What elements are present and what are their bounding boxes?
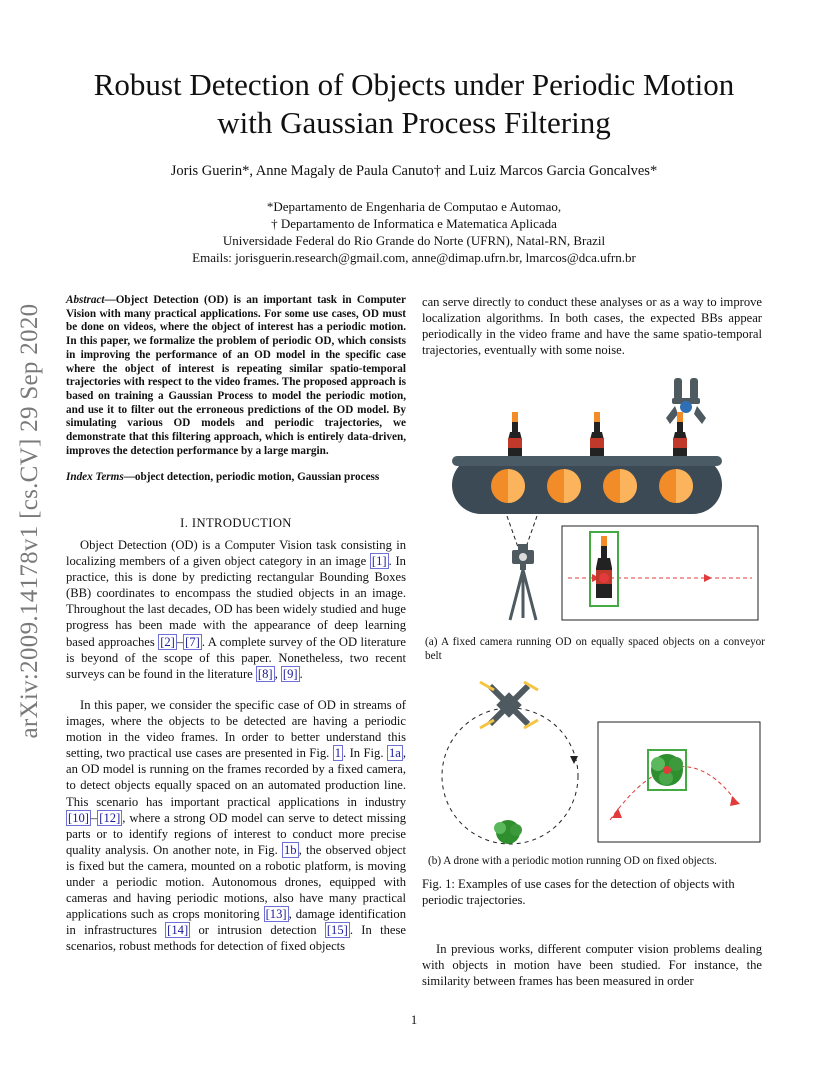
citation-link[interactable]: [14]: [167, 923, 189, 938]
paper-title: [60, 66, 768, 142]
citation-link[interactable]: [8]: [257, 666, 273, 681]
page-number: 1: [410, 1013, 418, 1027]
citation-link[interactable]: [12]: [99, 810, 121, 825]
citation-link[interactable]: [1]: [371, 554, 387, 569]
conveyor-belt-icon: [452, 456, 722, 514]
robot-gripper-icon: [666, 378, 706, 424]
drone-figure: [422, 672, 762, 848]
abstract: [66, 294, 406, 458]
title-line-2: with Gaussian Process Filtering: [217, 105, 611, 140]
email-line: Emails: jorisguerin.research@gmail.com, anne@dimap.ufrn.br, lmarcos@dca.ufrn.br: [192, 250, 636, 265]
index-terms: [66, 471, 406, 485]
affiliation-line: *Departamento de Engenharia de Computao e Automao,: [266, 199, 562, 214]
bottle-icon: [508, 412, 522, 456]
subfigure-caption-b: (b) A drone with a periodic motion running OD on fixed objects.: [428, 855, 717, 867]
citation-link[interactable]: [10]: [68, 810, 89, 825]
bottle-icon: [673, 412, 687, 456]
arxiv-side-stamp: arXiv:2009.14178v1 [cs.CV] 29 Sep 2020: [16, 303, 43, 739]
video-frame: [598, 722, 760, 842]
affiliation-line: † Departamento de Informatica e Matematica Aplicada: [271, 216, 557, 231]
index-terms-label: Index Terms: [66, 471, 124, 483]
affiliation-line: Universidade Federal do Rio Grande do Norte (UFRN), Natal-RN, Brazil: [222, 233, 606, 248]
figure-link[interactable]: 1b: [283, 842, 297, 857]
figure-link[interactable]: 1a: [388, 746, 401, 761]
index-terms-text: —object detection, periodic motion, Gaussian process: [123, 471, 380, 483]
figure-link[interactable]: 1: [334, 746, 342, 761]
author-list: Joris Guerin*, Anne Magaly de Paula Canuto† and Luiz Marcos Garcia Goncalves*: [170, 163, 658, 179]
abstract-text: —Object Detection (OD) is an important task in Computer Vision with many practical applications. For some use cases, OD must be done on videos, where the object of interest has a periodic motion. In this paper, we formalize the problem of periodic OD, which consists in improving the performance of an OD model in the specific case where the object of interest is repeating similar spatio-temporal trajectories with respect to the video frames. The proposed approach is based on training a Gaussian Process to model the periodic motion, and use it to filter out the erroneous predictions of the OD model. By simulating various OD models and periodic trajectories, we demonstrate that this filtering approach, which is entirely data-driven, improves the detection performance by a large margin.: [66, 294, 406, 457]
drone-icon: [480, 682, 538, 728]
abstract-label: Abstract: [66, 294, 105, 306]
intro-paragraph-1: Object Detection (OD) is a Computer Vision task consisting in localizing members of a given object category in an image [1] . In practice, this is done by predicting rectangular Bounding Boxes (BB) coordinates to encompass the studied objects in an image. Throughout the last decades, OD has been widely studied and huge progress has been made with the appearance of deep learning based approaches [2] – [7] . A complete survey of the OD literature is beyond of the scope of this paper. Nonetheless, two recent surveys can be found in the literature [8] , [9] .: [66, 538, 406, 681]
conveyor-belt-figure: [422, 372, 762, 624]
camera-tripod-icon: [510, 544, 536, 620]
section-heading: I. INTRODUCTION: [180, 516, 292, 530]
detected-bush-icon: [651, 754, 683, 786]
right-column-paragraph-1: can serve directly to conduct these analyses or as a way to improve localization algorithms. In both cases, the expected BBs appear periodically in the video frame and have the same spatio-temporal trajectories, eventually with some noise.: [422, 295, 762, 358]
title-line-1: Robust Detection of Objects under Periodic Motion: [93, 67, 735, 102]
bush-icon: [494, 820, 522, 844]
citation-link[interactable]: [9]: [282, 666, 298, 681]
citation-link[interactable]: [13]: [265, 907, 287, 922]
citation-link[interactable]: [15]: [326, 923, 348, 938]
intro-paragraph-2: In this paper, we consider the specific case of OD in streams of images, where the objects to be detected are having a periodic motion in the video frames. In order to better understand this setting, two practical use cases are presented in Fig. 1 . In Fig. 1a , an OD model is running on the frames recorded by a fixed camera, to detect objects equally spaced on an automated production line. This scenario has important practical applications in industry [10] – [12] , where a strong OD model can serve to detect missing parts or to identify regions of interest to conduct more precise quality analysis. On another note, in Fig. 1b , the observed object is fixed but the camera, mounted on a robotic platform, is moving under a periodic motion. Autonomous drones, equipped with cameras and having periodic motions, also have many practical applications such as crops monitoring [13] , damage identification in infrastructures [14] or intrusion detection [15] . In these scenarios, robust methods for detection of fixed objects: [66, 698, 407, 954]
citation-link[interactable]: [2]: [160, 634, 175, 649]
figure-caption: Fig. 1: Examples of use cases for the detection of objects with periodic trajectories.: [422, 877, 735, 908]
citation-link[interactable]: [7]: [185, 634, 200, 649]
subfigure-caption-a: (a) A fixed camera running OD on equally spaced objects on a conveyor belt: [425, 636, 765, 662]
affiliations: [60, 198, 768, 266]
right-column-paragraph-2: In previous works, different computer vision problems dealing with objects in motion have been studied. For instance, the similarity between frames has been measured in order: [422, 942, 762, 989]
bottle-icon: [590, 412, 604, 456]
